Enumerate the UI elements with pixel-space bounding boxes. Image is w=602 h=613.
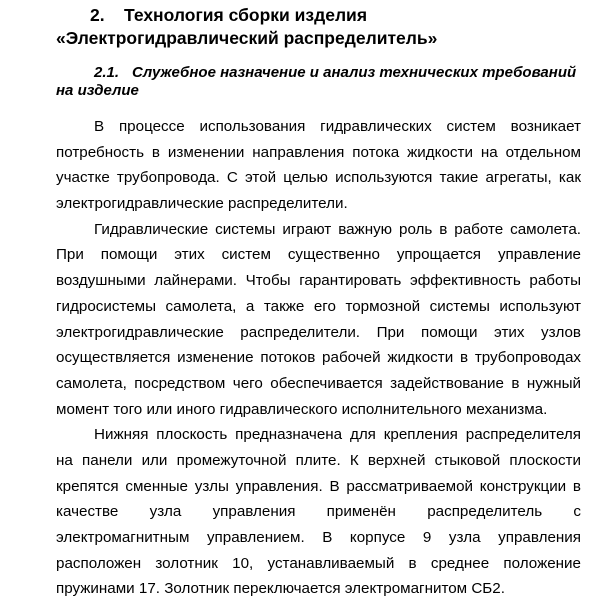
text-line: расположен золотник 10, устанавливаемый в среднее положение (56, 554, 581, 572)
text-line: на панели или промежуточной плите. К верхней стыковой плоскости (56, 451, 581, 469)
subsection-title: Служебное назначение и анализ технических требований (132, 64, 577, 81)
text-line: потребность в изменении направления потока жидкости на отдельном (56, 143, 581, 161)
paragraph-2 (56, 217, 581, 423)
text-line: момент того или иного гидравлического исполнительного механизма. (56, 400, 548, 418)
paragraph-1 (56, 114, 581, 217)
text-line: крепятся сменные узлы управления. В рассматриваемой конструкции в (56, 477, 581, 495)
section-heading (56, 4, 437, 50)
section-heading-line-1 (56, 4, 437, 27)
text-line: осуществляется изменение потоков рабочей жидкости в трубопроводах (56, 349, 581, 367)
text-line: пружинами 17. Золотник переключается электромагнитом СБ2. (56, 580, 505, 598)
paragraph-3 (56, 422, 581, 602)
text-line: самолета, посредством чего обеспечивается задействование в нужный (56, 374, 581, 392)
text-line: В процессе использования гидравлических систем возникает (94, 118, 581, 135)
text-line: Гидравлические системы играют важную роль в работе самолета. (94, 220, 581, 238)
section-heading-line-2: «Электрогидравлический распределитель» (56, 28, 438, 48)
text-line: Нижняя плоскость предназначена для крепления распределителя (94, 426, 581, 444)
subsection-number: 2.1. (94, 64, 120, 81)
section-title: Технология сборки изделия (124, 5, 368, 25)
subsection-heading (56, 64, 581, 100)
text-line: участке трубопровода. С этой целью используются такие агрегаты, как (56, 169, 581, 187)
text-line: электромагнитным управлением. В корпусе 9 узла управления (56, 529, 581, 546)
text-line: электрогидравлические распределители. (56, 195, 348, 213)
text-line: гидросистемы самолета, а также его тормозной системы используют (56, 297, 581, 315)
subsection-heading-line-1 (56, 64, 581, 82)
text-line: При помощи этих систем существенно упрощается управление (56, 246, 581, 264)
subsection-heading-line-2: на изделие (56, 82, 139, 99)
text-line: электрогидравлические распределители. При помощи этих узлов (56, 323, 581, 341)
text-line: качестве узла управления применён распределитель с (56, 503, 581, 521)
text-line: воздушными лайнерами. Чтобы гарантировать эффективность работы (56, 272, 581, 290)
body-text (56, 114, 581, 602)
section-number: 2. (90, 5, 105, 25)
